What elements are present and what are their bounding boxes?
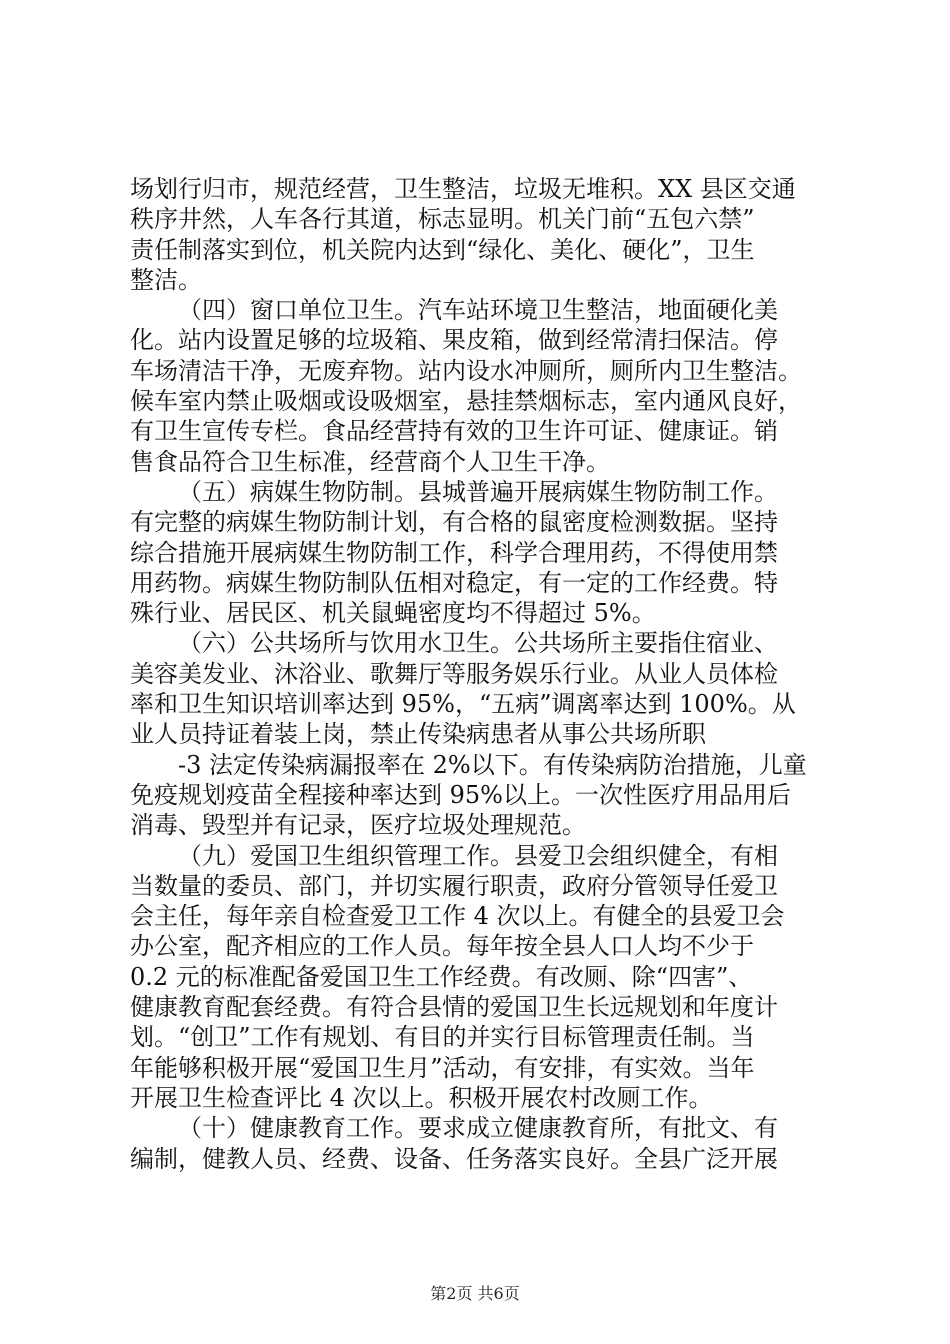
- paragraph-start-line: -3 法定传染病漏报率在 2%以下。有传染病防治措施，儿童: [178, 750, 807, 779]
- body-line: 责任制落实到位，机关院内达到“绿化、美化、硬化”，卫生: [130, 235, 755, 264]
- paragraph-start-line: （九）爱国卫生组织管理工作。县爱卫会组织健全，有相: [178, 841, 778, 870]
- paragraph-start-line: （十）健康教育工作。要求成立健康教育所，有批文、有: [178, 1114, 778, 1143]
- body-line: 美容美发业、沐浴业、歌舞厅等服务娱乐行业。从业人员体检: [130, 659, 778, 688]
- body-line: 殊行业、居民区、机关鼠蝇密度均不得超过 5%。: [130, 599, 656, 628]
- body-line: 场划行归市，规范经营，卫生整洁，垃圾无堆积。XX 县区交通: [130, 175, 796, 203]
- body-line: 会主任，每年亲自检查爱卫工作 4 次以上。有健全的县爱卫会: [130, 902, 785, 931]
- body-line: 消毒、毁型并有记录，医疗垃圾处理规范。: [130, 811, 586, 840]
- body-line: 售食品符合卫生标准，经营商个人卫生干净。: [130, 447, 610, 476]
- body-line: 办公室，配齐相应的工作人员。每年按全县人口人均不少于: [130, 932, 754, 961]
- body-line: 开展卫生检查评比 4 次以上。积极开展农村改厕工作。: [130, 1083, 713, 1112]
- body-line: 候车室内禁止吸烟或设吸烟室，悬挂禁烟标志，室内通风良好，: [130, 387, 802, 416]
- body-line: 年能够积极开展“爱国卫生月”活动，有安排，有实效。当年: [130, 1053, 755, 1082]
- document-body: [130, 174, 832, 1174]
- body-line: 综合措施开展病媒生物防制工作，科学合理用药，不得使用禁: [130, 538, 778, 567]
- body-line: 有卫生宣传专栏。食品经营持有效的卫生许可证、健康证。销: [130, 417, 778, 446]
- body-line: 业人员持证着装上岗，禁止传染病患者从事公共场所职: [130, 720, 706, 749]
- page-number: 第2页 共6页: [430, 1284, 520, 1303]
- paragraph-start-line: （四）窗口单位卫生。汽车站环境卫生整洁，地面硬化美: [178, 296, 778, 325]
- body-line: 编制，健教人员、经费、设备、任务落实良好。全县广泛开展: [130, 1144, 778, 1173]
- body-line: 免疫规划疫苗全程接种率达到 95%以上。一次性医疗用品用后: [130, 780, 791, 809]
- body-line: 用药物。病媒生物防制队伍相对稳定，有一定的工作经费。特: [130, 568, 778, 597]
- body-line: 率和卫生知识培训率达到 95%，“五病”调离率达到 100%。从: [130, 690, 796, 719]
- body-line: 划。“创卫”工作有规划、有目的并实行目标管理责任制。当: [130, 1023, 755, 1052]
- body-line: 化。站内设置足够的垃圾箱、果皮箱，做到经常清扫保洁。停: [130, 326, 778, 355]
- body-line: 0.2 元的标准配备爱国卫生工作经费。有改厕、除“四害”、: [130, 962, 753, 991]
- body-line: 整洁。: [130, 265, 202, 294]
- body-line: 健康教育配套经费。有符合县情的爱国卫生长远规划和年度计: [130, 993, 778, 1022]
- paragraph-start-line: （六）公共场所与饮用水卫生。公共场所主要指住宿业、: [178, 629, 778, 658]
- body-line: 秩序井然，人车各行其道，标志显明。机关门前“五包六禁”: [130, 205, 755, 234]
- paragraph-start-line: （五）病媒生物防制。县城普遍开展病媒生物防制工作。: [178, 477, 778, 506]
- body-line: 有完整的病媒生物防制计划，有合格的鼠密度检测数据。坚持: [130, 508, 778, 537]
- body-line: 当数量的委员、部门，并切实履行职责，政府分管领导任爱卫: [130, 871, 778, 900]
- body-line: 车场清洁干净，无废弃物。站内设水冲厕所，厕所内卫生整洁。: [130, 356, 802, 385]
